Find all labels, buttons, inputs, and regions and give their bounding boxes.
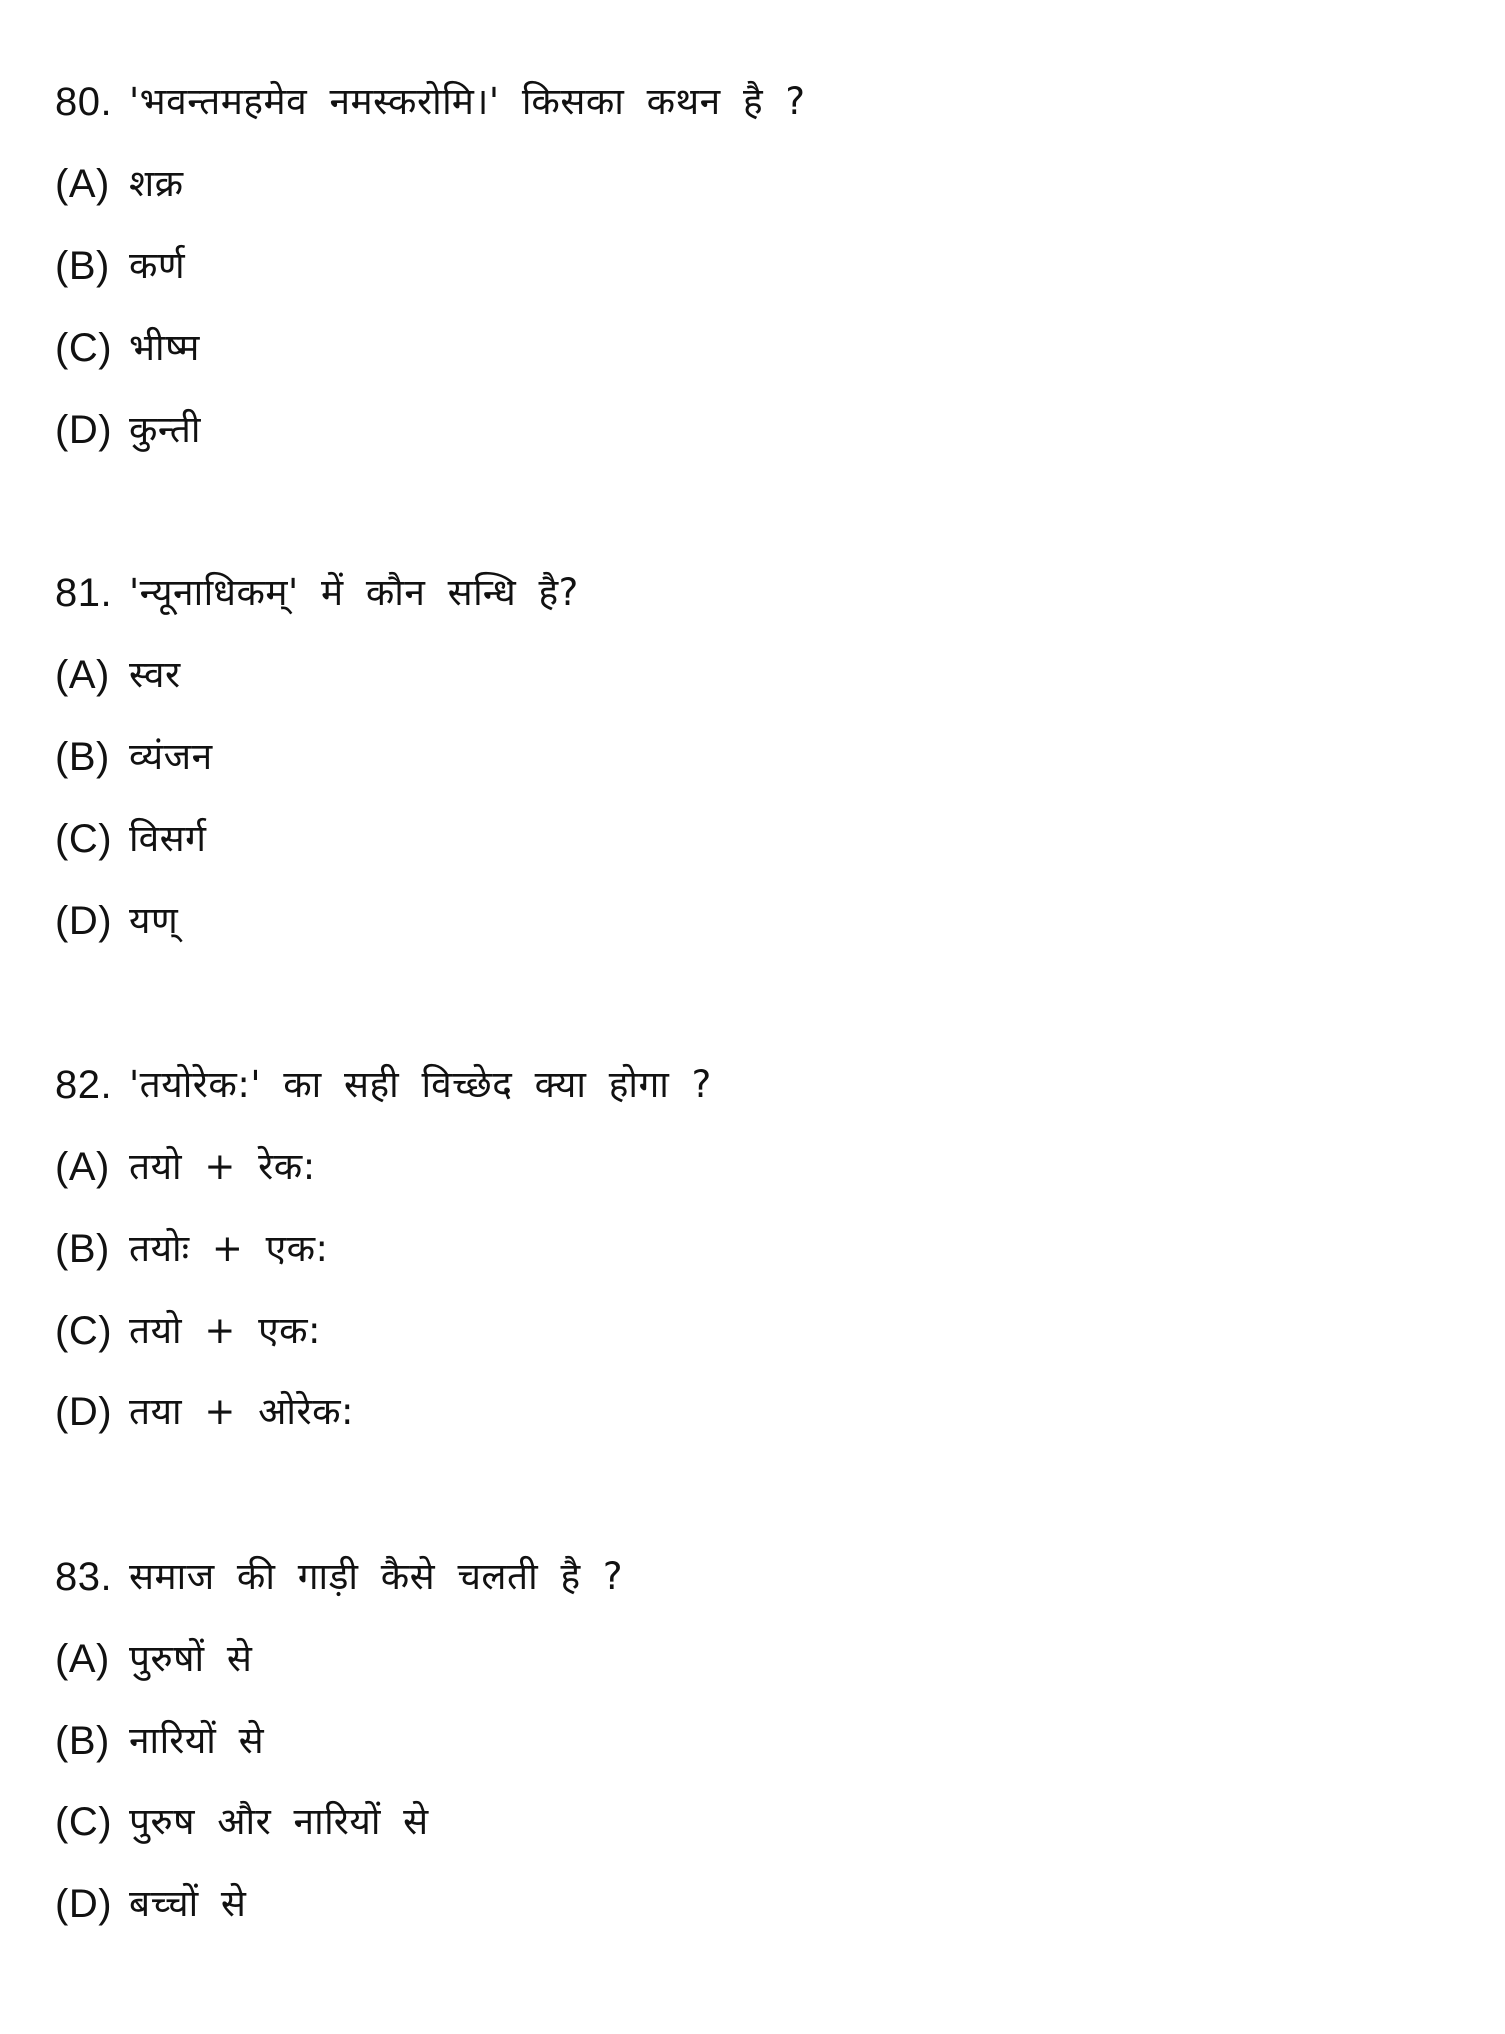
option-d[interactable] <box>55 1874 246 1934</box>
option-d[interactable] <box>55 400 201 460</box>
question-stem <box>55 1547 623 1607</box>
option-text: तयो + एक: <box>129 1309 322 1352</box>
option-a[interactable] <box>55 154 184 214</box>
option-label: (D) <box>55 408 113 452</box>
option-text: नारियों से <box>129 1719 265 1762</box>
option-text: यण् <box>129 899 179 942</box>
option-text: कुन्ती <box>129 408 201 451</box>
option-label: (B) <box>55 735 110 779</box>
question-text: 'भवन्तमहमेव नमस्करोमि।' किसका कथन है ? <box>129 80 806 123</box>
option-text: तया + ओरेक: <box>129 1390 355 1433</box>
option-text: व्यंजन <box>129 735 213 778</box>
option-c[interactable] <box>55 318 200 378</box>
option-b[interactable] <box>55 1219 328 1279</box>
option-text: भीष्म <box>129 326 200 369</box>
option-text: पुरुष और नारियों से <box>129 1800 429 1843</box>
option-c[interactable] <box>55 1301 321 1361</box>
option-text: तयोः + एक: <box>129 1227 329 1270</box>
option-label: (D) <box>55 1390 113 1434</box>
option-a[interactable] <box>55 1137 316 1197</box>
option-text: बच्चों से <box>129 1882 247 1925</box>
option-label: (A) <box>55 1145 110 1189</box>
question-text: 'तयोरेक:' का सही विच्छेद क्या होगा ? <box>129 1063 712 1106</box>
option-text: तयो + रेक: <box>129 1145 316 1188</box>
option-label: (B) <box>55 1719 110 1763</box>
option-text: पुरुषों से <box>129 1637 253 1680</box>
option-d[interactable] <box>55 1382 354 1442</box>
option-a[interactable] <box>55 1629 252 1689</box>
question-number: 80. <box>55 80 113 124</box>
option-a[interactable] <box>55 645 181 705</box>
option-b[interactable] <box>55 1711 264 1771</box>
question-text: 'न्यूनाधिकम्' में कौन सन्धि है? <box>129 571 579 614</box>
option-label: (D) <box>55 1882 113 1926</box>
option-b[interactable] <box>55 727 213 787</box>
question-stem <box>55 1055 712 1115</box>
option-label: (A) <box>55 653 110 697</box>
question-text: समाज की गाड़ी कैसे चलती है ? <box>129 1555 623 1598</box>
option-label: (B) <box>55 244 110 288</box>
question-stem <box>55 563 579 623</box>
option-label: (C) <box>55 1800 113 1844</box>
option-text: विसर्ग <box>129 817 207 860</box>
option-d[interactable] <box>55 891 178 951</box>
option-b[interactable] <box>55 236 185 296</box>
question-number: 81. <box>55 571 113 615</box>
option-label: (C) <box>55 1309 113 1353</box>
option-text: कर्ण <box>129 244 186 287</box>
option-text: शक्र <box>129 162 184 205</box>
question-number: 82. <box>55 1063 113 1107</box>
option-label: (A) <box>55 1637 110 1681</box>
option-label: (B) <box>55 1227 110 1271</box>
question-number: 83. <box>55 1555 113 1599</box>
option-label: (C) <box>55 326 113 370</box>
option-label: (C) <box>55 817 113 861</box>
option-label: (A) <box>55 162 110 206</box>
question-stem <box>55 72 806 132</box>
option-label: (D) <box>55 899 113 943</box>
option-c[interactable] <box>55 1792 429 1852</box>
option-c[interactable] <box>55 809 207 869</box>
option-text: स्वर <box>129 653 181 696</box>
